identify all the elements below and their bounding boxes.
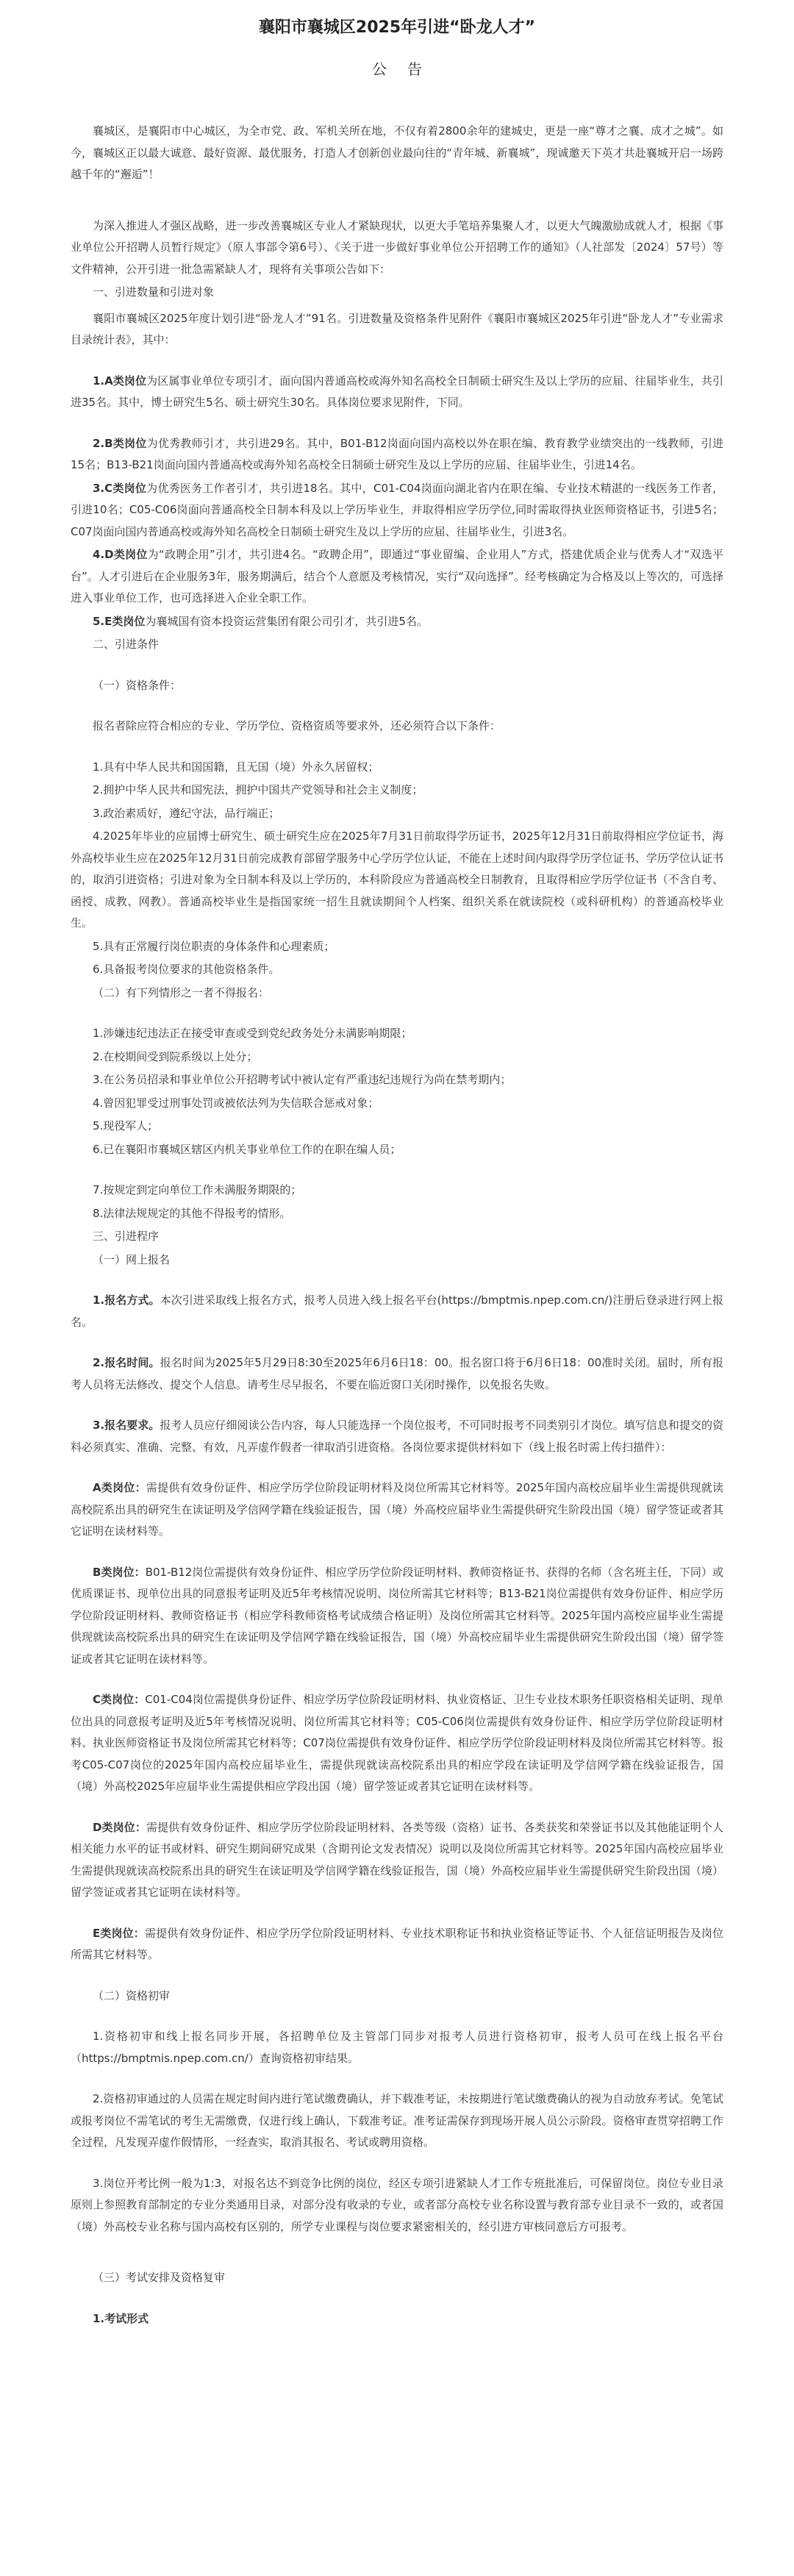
paragraph (71, 282, 723, 304)
paragraph (71, 478, 723, 543)
paragraph-text: 为区属事业单位专项引才，面向国内普通高校或海外知名高校全日制硕士研究生及以上学历的应届、往届毕业生，共引进35名。其中，博士研究生5名、硕士研究生30名。具体岗位要求见附件，下同。 (71, 374, 723, 409)
paragraph-text: 襄城区，是襄阳市中心城区，为全市党、政、军机关所在地，不仅有着2800余年的建城史，更是一座“尊才之襄、成才之城”。如今，襄城区正以最大诚意、最好资源、最优服务，打造人才创新创业最向往的“青年城、新襄城”，现诚邀天下英才共赴襄城开启一场跨越千年的“邂逅”！ (71, 124, 723, 181)
paragraph-lead: E类岗位： (93, 1926, 145, 1940)
paragraph-text: 为优秀教师引才，共引进29名。其中，B01-B12岗面向国内高校以外在职在编、教育教学业绩突出的一线教师，引进15名；B13-B21岗面向国内普通高校或海外知名高校全日制硕士研究生及以上学历的应届、往届毕业生，引进14名。 (71, 436, 723, 471)
paragraph (71, 1352, 723, 1396)
paragraph-text: 6.具备报考岗位要求的其他资格条件。 (93, 963, 280, 976)
paragraph (71, 959, 723, 981)
paragraph-text: 报名者除应符合相应的专业、学历学位、资格资质等要求外，还必须符合以下条件： (93, 719, 501, 732)
paragraph (71, 1923, 723, 1966)
page-title: 襄阳市襄城区2025年引进“卧龙人才” (258, 18, 536, 37)
paragraph (71, 215, 723, 281)
paragraph-text: （二）资格初审 (93, 1988, 171, 2002)
paragraph (71, 1116, 723, 1138)
paragraph (71, 716, 723, 738)
paragraph-text: 2.资格初审通过的人员需在规定时间内进行笔试缴费确认，并下载准考证，未按期进行笔试缴费确认的视为自动放弃考试。免笔试或报考岗位不需笔试的考生无需缴费，仅进行线上确认，下载准考证。准考证需保存到现场开展人员公示阶段。资格审查贯穿招聘工作全过程，凡发现弄虚作假情形，一经查实，取消其报名、考试或聘用资格。 (71, 2092, 723, 2149)
paragraph-lead: 3.报名要求。 (93, 1419, 160, 1432)
paragraph-text: 2.拥护中华人民共和国宪法，拥护中国共产党领导和社会主义制度； (93, 783, 423, 796)
paragraph-text: 4.2025年毕业的应届博士研究生、硕士研究生应在2025年7月31日前取得学历证书，2025年12月31日前取得相应学位证书，海外高校毕业生应在2025年12月31日前完成教育部留学服务中心学历学位认证，不能在上述时间内取得学历学位证书、学历学位认证书的，取消引进资格；引进对象为全日制本科及以上学历的，本科阶段应为普通高校全日制教育，且取得相应学历学位证书（不含自考、函授、成教、网教）。普通高校毕业生是指国家统一招生且就读期间个人档案、组织关系在就读院校（或科研机构）的普通高校毕业生。 (71, 829, 723, 930)
paragraph-lead: 2.报名时间。 (93, 1356, 160, 1369)
paragraph (71, 1180, 723, 1202)
paragraph-lead: A类岗位： (93, 1481, 146, 1494)
paragraph-text: 8.法律法规规定的其他不得报考的情形。 (93, 1206, 291, 1220)
paragraph (71, 1023, 723, 1045)
paragraph (71, 1562, 723, 1671)
paragraph-lead: B类岗位： (93, 1565, 146, 1579)
paragraph-text: 为深入推进人才强区战略，进一步改善襄城区专业人才紧缺现状，以更大手笔培养集聚人才，以更大气魄激励成就人才，根据《事业单位公开招聘人员暂行规定》（原人事部令第6号）、《关于进一步做好事业单位公开招聘工作的通知》（人社部发〔2024〕57号）等文件精神，公开引进一批急需紧缺人才，现将有关事项公告如下： (71, 218, 723, 276)
paragraph-text: 报名时间为2025年5月29日8:30至2025年6月6日18：00。报名窗口将于6月6日18：00准时关闭。届时，所有报考人员将无法修改、提交个人信息。请考生尽早报名，不要在临近窗口关闭时操作，以免报名失败。 (71, 1356, 723, 1391)
paragraph (71, 936, 723, 958)
page-subtitle: 公告 (372, 60, 443, 78)
paragraph (71, 634, 723, 656)
paragraph-text: 7.按规定到定向单位工作未满服务期限的； (93, 1183, 302, 1196)
paragraph (71, 1093, 723, 1115)
paragraph-lead: C类岗位： (93, 1693, 146, 1706)
paragraph-text: 3.岗位开考比例一般为1:3，对报名达不到竞争比例的岗位，经区专项引进紧缺人才工作专班批准后，可保留岗位。岗位专业目录原则上参照教育部制定的专业分类通用目录，对部分没有收录的专业，或者部分高校专业名称设置与教育部专业目录不一致的，或者国（境）外高校专业名称与国内高校有区别的，所学专业课程与岗位要求紧密相关的，经引进方审核同意后方可报考。 (71, 2176, 723, 2233)
paragraph-text: （二）有下列情形之一者不得报名： (93, 985, 270, 999)
paragraph (71, 803, 723, 825)
paragraph-text: 为优秀医务工作者引才，共引进18名。其中，C01-C04岗面向湖北省内在职在编、专业技术精湛的一线医务工作者，引进10名；C05-C06岗面向普通高校全日制本科及以上学历毕业生，并取得相应学历学位,同时需取得执业医师资格证书，引进5名；C07岗面向国内普通高校或海外知名高校全日制硕士研究生及以上学历的应届、往届毕业生，引进3名。 (71, 481, 723, 538)
paragraph-text: 1.涉嫌违纪违法正在接受审查或受到党纪政务处分未满影响期限； (93, 1027, 412, 1040)
paragraph (71, 1985, 723, 2008)
paragraph-text: （三）考试安排及资格复审 (93, 2271, 226, 2284)
paragraph (71, 2088, 723, 2154)
paragraph-text: 需提供有效身份证件、相应学历学位阶段证明材料及岗位所需其它材料等。2025年国内高校应届毕业生需提供现就读高校院系出具的研究生在读证明及学信网学籍在线验证报告，国（境）外高校应届毕业生需提供研究生阶段出国（境）留学签证或者其它证明在读材料等。 (71, 1481, 724, 1538)
paragraph (71, 1477, 723, 1543)
paragraph (71, 2173, 723, 2238)
paragraph (71, 1689, 723, 1798)
paragraph-text: （一）网上报名 (93, 1252, 171, 1266)
paragraph (71, 308, 723, 352)
paragraph-text: 需提供有效身份证件、相应学历学位阶段证明材料、各类等级（资格）证书、各类获奖和荣誉证书以及其他能证明个人相关能力水平的证书或材料、研究生期间研究成果（含期刊论文发表情况）说明以及岗位所需其它材料等。2025年国内高校应届毕业生需提供现就读高校院系出具的研究生在读证明及学信网学籍在线验证报告，国（境）外高校应届毕业生需提供研究生阶段出国（境）留学签证或者其它证明在读材料等。 (71, 1820, 723, 1899)
paragraph-text: 5.现役军人； (93, 1119, 159, 1132)
paragraph-lead: 1.报名方式。 (93, 1294, 160, 1307)
paragraph (71, 2026, 723, 2069)
paragraph-text: 3.政治素质好，遵纪守法，品行端正； (93, 806, 280, 820)
paragraph-text: 3.在公务员招录和事业单位公开招聘考试中被认定有严重违纪违规行为尚在禁考期内； (93, 1073, 512, 1086)
paragraph (71, 982, 723, 1005)
paragraph (71, 1415, 723, 1458)
paragraph-lead: 1.A类岗位 (93, 374, 147, 388)
paragraph-text: 二、引进条件 (93, 638, 160, 651)
paragraph-text: 三、引进程序 (93, 1230, 160, 1243)
paragraph (71, 544, 723, 610)
paragraph-text: 4.曾因犯罪受过刑事处罚或被依法列为失信联合惩戒对象； (93, 1096, 379, 1110)
paragraph-text: 为襄城国有资本投资运营集团有限公司引才，共引进5名。 (145, 614, 428, 628)
paragraph-text: B01-B12岗位需提供有效身份证件、相应学历学位阶段证明材料、教师资格证书、获得的名师（含名班主任，下同）或优质课证书、现单位出具的同意报考证明及近5年考核情况说明、岗位所需其它材料等；B13-B21岗位需提供有效身份证件、相应学历学位阶段证明材料、教师资格证书（相应学科教师资格考试成绩合格证明）及岗位所需其它材料等。2025年国内高校应届毕业生需提供现就读高校院系出具的研究生在读证明及学信网学籍在线验证报告，国（境）外高校应届毕业生需提供研究生阶段出国（境）留学签证或者其它证明在读材料等。 (71, 1565, 724, 1666)
paragraph (71, 121, 723, 186)
paragraph-lead: 2.B类岗位 (93, 436, 147, 450)
paragraph (71, 2308, 723, 2330)
paragraph-text: 6.已在襄阳市襄城区辖区内机关事业单位工作的在职在编人员； (93, 1142, 401, 1156)
paragraph-text: 为“政聘企用”引才，共引进4名。“政聘企用”，即通过“事业留编、企业用人”方式，搭建优质企业与优秀人才“双选平台”。人才引进后在企业服务3年，服务期满后，结合个人意愿及考核情况，实行“双向选择”。经考核确定为合格及以上等次的，可选择进入事业单位工作，也可选择进入企业全职工作。 (71, 548, 723, 604)
paragraph-text: 5.具有正常履行岗位职责的身体条件和心理素质； (93, 939, 335, 953)
paragraph-text: C01-C04岗位需提供身份证件、相应学历学位阶段证明材料、执业资格证、卫生专业技术职务任职资格相关证明、现单位出具的同意报考证明及近5年考核情况说明、岗位所需其它材料等；C05-C06岗位需提供有效身份证件、相应学历学位阶段证明材料、执业医师资格证书及岗位所需其它材料等；C07岗位需提供有效身份证件、相应学历学位阶段证明材料及岗位所需其它材料等。报考C05-C07岗位的2025年国内高校应届毕业生，需提供现就读高校院系出具的相应学段在读证明及学信网学籍在线验证报告，国（境）外高校2025年应届毕业生需提供相应学段出国（境）留学签证或者其它证明在读材料等。 (71, 1693, 723, 1793)
paragraph-lead: 5.E类岗位 (93, 614, 146, 628)
announcement-body (71, 121, 723, 2330)
paragraph-text: 本次引进采取线上报名方式，报考人员进入线上报名平台(https://bmptmis.npep.com.cn/)注册后登录进行网上报名。 (71, 1294, 723, 1329)
paragraph (71, 675, 723, 697)
paragraph-text: 襄阳市襄城区2025年度计划引进“卧龙人才”91名。引进数量及资格条件见附件《襄阳市襄城区2025年引进“卧龙人才”专业需求目录统计表》，其中： (71, 311, 723, 346)
paragraph-lead: 1.考试形式 (93, 2311, 149, 2325)
paragraph (71, 611, 723, 633)
paragraph-text: 一、引进数量和引进对象 (93, 285, 215, 299)
paragraph (71, 779, 723, 802)
paragraph (71, 433, 723, 477)
paragraph-text: 1.具有中华人民共和国国籍，且无国（境）外永久居留权； (93, 760, 379, 774)
paragraph (71, 1817, 723, 1904)
paragraph-text: （一）资格条件： (93, 678, 182, 692)
paragraph-text: 需提供有效身份证件、相应学历学位阶段证明材料、专业技术职称证书和执业资格证等证书、个人征信证明报告及岗位所需其它材料等。 (71, 1926, 724, 1961)
paragraph (71, 371, 723, 414)
paragraph (71, 1069, 723, 1091)
paragraph (71, 1249, 723, 1271)
paragraph (71, 1290, 723, 1333)
paragraph-lead: 4.D类岗位 (93, 548, 148, 561)
paragraph (71, 1203, 723, 1225)
paragraph (71, 1139, 723, 1161)
paragraph-lead: 3.C类岗位 (93, 481, 147, 495)
paragraph (71, 826, 723, 935)
paragraph-text: 1.资格初审和线上报名同步开展，各招聘单位及主管部门同步对报考人员进行资格初审，报考人员可在线上报名平台（https://bmptmis.npep.com.cn/）查询资格初审结果。 (71, 2030, 723, 2065)
paragraph-lead: D类岗位： (93, 1820, 146, 1834)
paragraph-text: 报考人员应仔细阅读公告内容，每人只能选择一个岗位报考，不可同时报考不同类别引才岗位。填写信息和提交的资料必须真实、准确、完整、有效，凡弄虚作假者一律取消引进资格。各岗位要求提供材料如下（线上报名时需上传扫描件）： (71, 1419, 723, 1454)
paragraph-text: 2.在校期间受到院系级以上处分； (93, 1049, 258, 1063)
paragraph (71, 757, 723, 779)
paragraph (71, 1046, 723, 1068)
paragraph (71, 2267, 723, 2289)
paragraph (71, 1226, 723, 1248)
